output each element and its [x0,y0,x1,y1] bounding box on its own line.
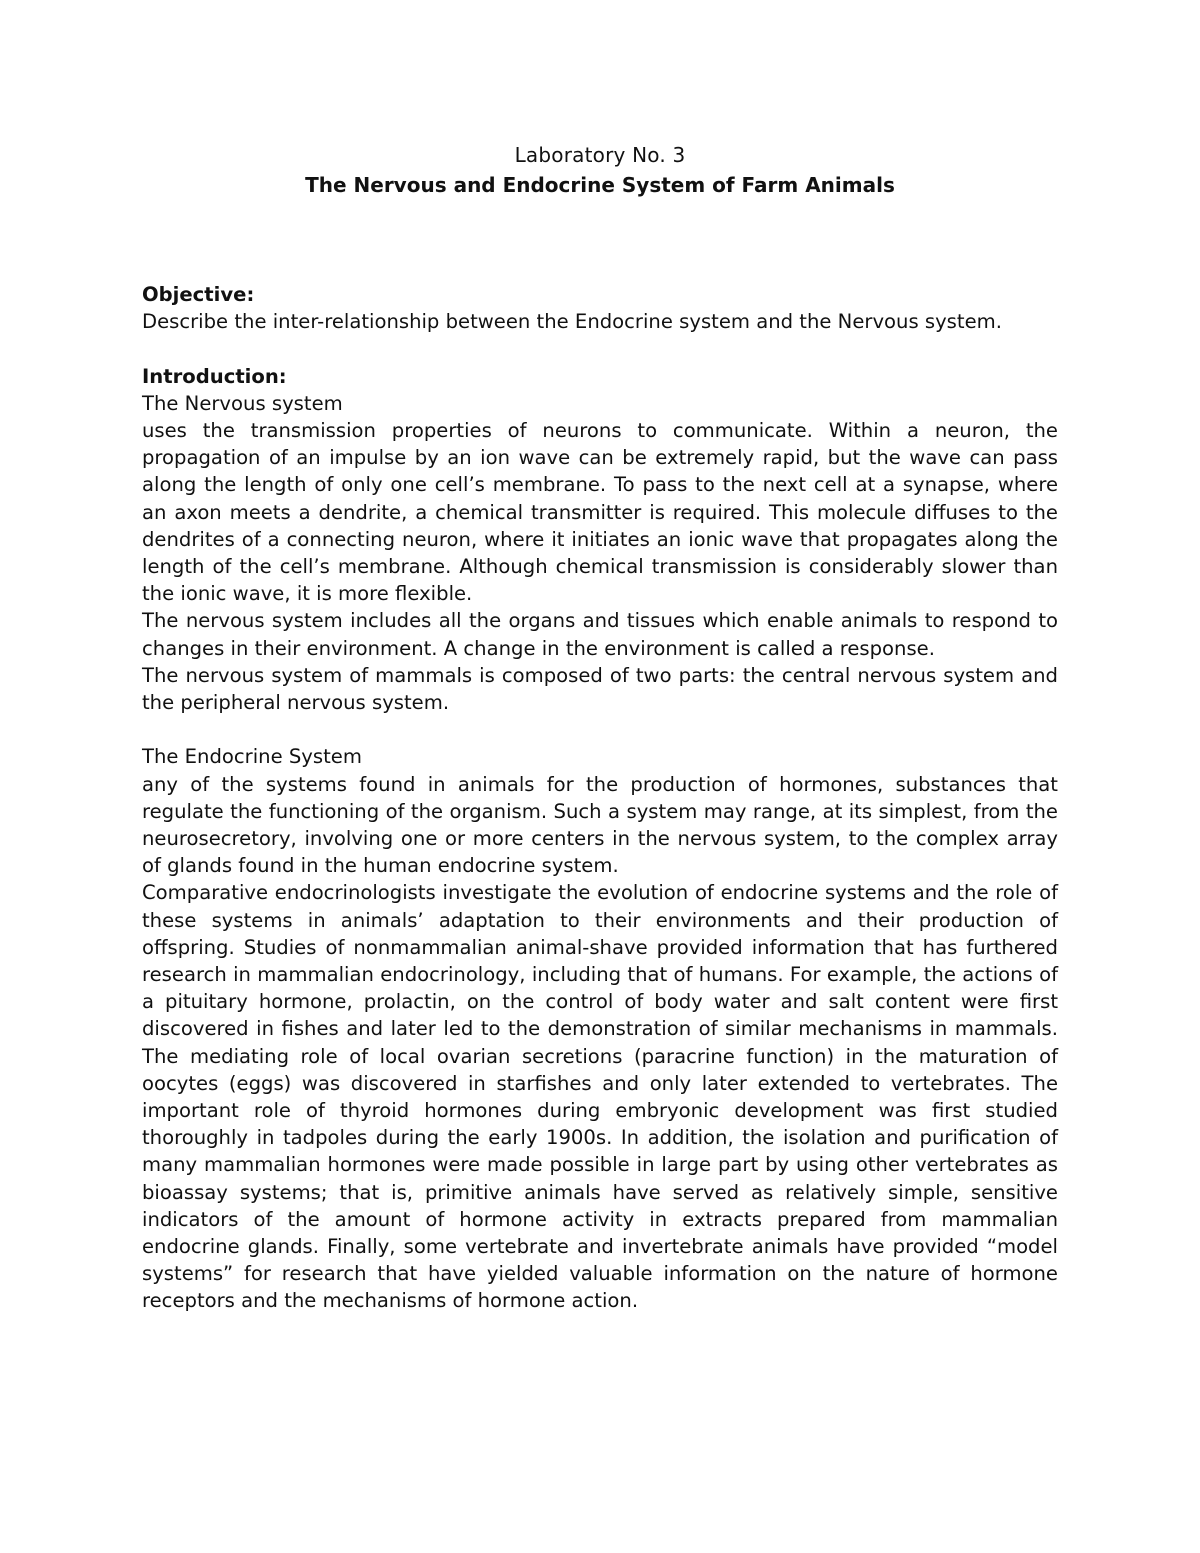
spacer [142,335,1058,362]
nervous-paragraph-2: The nervous system includes all the organs and tissues which enable animals to respond to changes in their environment. A change in the environment is called a response. [142,609,1058,660]
objective-text: Describe the inter-relationship between the Endocrine system and the Nervous system. [142,310,1002,334]
lab-number-title: Laboratory No. 3 [514,143,686,167]
endocrine-paragraph-1: any of the systems found in animals for the production of hormones, substances that regulate the functioning of the organism. Such a system may range, at its simplest, from the neurosecretory, involving one or more centers in the nervous system, to the complex array of glands found in the human endocrine system. [142,772,1058,878]
document-body [142,281,1058,1315]
endocrine-paragraph-2: Comparative endocrinologists investigate the evolution of endocrine systems and the role of these systems in animals’ adaptation to their environments and their production of offspring. Studies of nonmammalian animal-shave provided information that has furthered research in mammalian endocrinology, including that of humans. For example, the actions of a pituitary hormone, prolactin, on the control of body water and salt content were first discovered in fishes and later led to the demonstration of similar mechanisms in mammals. The mediating role of local ovarian secretions (paracrine function) in the maturation of oocytes (eggs) was discovered in starfishes and only later extended to vertebrates. The important role of thyroid hormones during embryonic development was first studied thoroughly in tadpoles during the early 1900s. In addition, the isolation and purification of many mammalian hormones were made possible in large part by using other vertebrates as bioassay systems; that is, primitive animals have served as relatively simple, sensitive indicators of the amount of hormone activity in extracts prepared from mammalian endocrine glands. Finally, some vertebrate and invertebrate animals have provided “model systems” for research that have yielded valuable information on the nature of hormone receptors and the mechanisms of hormone action. [142,881,1058,1313]
spacer [142,716,1058,743]
lab-subject-title: The Nervous and Endocrine System of Farm Animals [305,173,895,197]
endocrine-system-subheading: The Endocrine System [142,745,362,769]
document-title [142,140,1058,200]
nervous-paragraph-3: The nervous system of mammals is composed of two parts: the central nervous system and the peripheral nervous system. [142,663,1058,715]
introduction-heading: Introduction: [142,364,287,388]
objective-heading: Objective: [142,283,255,306]
nervous-system-subheading: The Nervous system [142,391,343,415]
nervous-paragraph-1: uses the transmission properties of neurons to communicate. Within a neuron, the propagation of an impulse by an ion wave can be extremely rapid, but the wave can pass along the length of only one cell’s membrane. To pass to the next cell at a synapse, where an axon meets a dendrite, a chemical transmitter is required. This molecule diffuses to the dendrites of a connecting neuron, where it initiates an ionic wave that propagates along the length of the cell’s membrane. Although chemical transmission is considerably slower than the ionic wave, it is more flexible. [142,419,1058,606]
